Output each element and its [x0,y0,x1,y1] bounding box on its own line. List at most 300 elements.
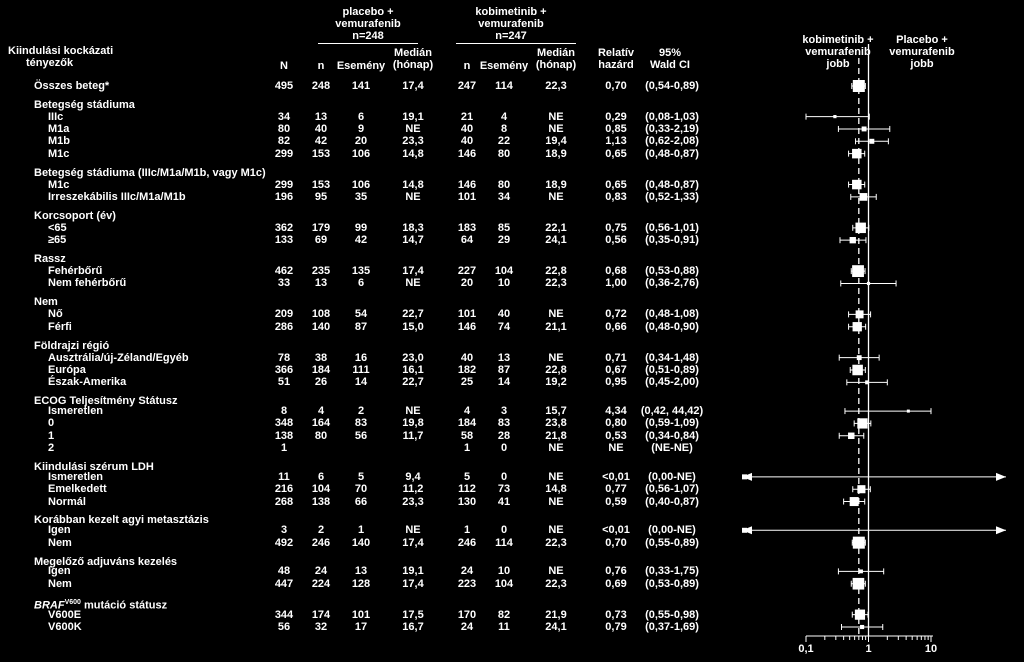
row-label: Észak-Amerika [48,376,127,389]
ci-arrow-right [996,473,1006,481]
cell-n2: 246 [457,536,477,549]
cell-e2: 28 [497,429,511,442]
hazard-ratio-marker [856,310,864,318]
cell-ci: (0,53-0,88) [645,265,699,278]
forest-row [852,537,865,549]
favors-placebo-line2: vemurafenib [889,46,955,58]
cell-ci: (0,42, 44,42) [640,405,704,418]
cell-N: 82 [277,135,291,148]
cell-m2: NE [548,524,564,537]
risk-factor-header-line2: tényezők [26,57,74,69]
row-label: V600K [48,621,82,633]
col-header-event1: Esemény [336,60,386,72]
cell-e1: 106 [351,147,371,160]
cell-hr: 0,73 [605,608,627,621]
cell-n2: 182 [457,363,477,376]
row-label: Igen [48,565,71,578]
cell-n1: 80 [314,429,328,442]
cell-ci: (NE-NE) [651,442,693,455]
cell-m2: NE [548,110,564,123]
favors-cobimetinib-line3: jobb [826,58,850,70]
cell-m2: 22,3 [545,536,567,549]
cell-e2: 85 [497,221,511,234]
cell-N: 216 [274,483,294,496]
cell-n1: 13 [314,110,328,123]
cell-e1: 135 [351,265,371,278]
cell-n2: 170 [457,608,477,621]
cell-N: 299 [274,178,294,191]
group-label: Földrajzi régió [34,339,110,352]
group-label-sup: V600 [64,598,81,606]
cell-e2: 13 [497,351,511,364]
forest-row [839,433,864,439]
hazard-ratio-marker [742,474,747,479]
row-label: Európa [48,363,86,376]
cell-m2: NE [548,470,564,483]
cell-ci: (0,34-1,48) [645,351,699,364]
hazard-ratio-marker [857,355,862,360]
cell-n1: 40 [314,122,328,135]
cell-e1: 2 [357,405,365,418]
cell-e2: 114 [495,536,513,549]
cell-m1: 14,8 [402,178,424,191]
cell-m1: 11,2 [402,483,424,496]
cell-N: 33 [277,277,291,290]
cell-m2: 24,1 [545,234,567,247]
hazard-ratio-marker [853,322,862,331]
cell-hr: 0,56 [605,234,627,247]
cell-N: 138 [274,429,294,442]
forest-row [849,149,865,159]
cell-hr: 0,80 [605,417,627,430]
cell-e1: 140 [351,536,371,549]
cell-ci: (0,40-0,87) [645,495,699,508]
cell-m1: 17,4 [402,577,424,590]
col-header-median1-line1: Medián [394,47,432,59]
cell-e2: 3 [500,405,508,418]
cell-n2: 183 [457,221,477,234]
row-label: Férfi [48,320,72,333]
cobimetinib-group-line2: vemurafenib [478,18,544,30]
forest-row [838,568,883,574]
hazard-ratio-marker [742,528,747,533]
forest-row [853,485,871,493]
hazard-ratio-marker [859,569,863,573]
cell-m2: 22,3 [545,277,567,290]
placebo-group-line1: placebo + [342,6,394,18]
cell-hr: NE [608,442,624,455]
x-tick-label: 10 [924,643,938,655]
cell-N: 196 [274,190,294,203]
hazard-ratio-marker [907,410,910,413]
cell-e2: 74 [497,320,511,333]
col-header-median2-line2: (hónap) [535,59,577,71]
cell-ci: (0,52-1,33) [645,190,699,203]
cell-hr: 0,79 [605,621,627,633]
cell-e2: 83 [497,417,511,430]
group-label: ECOG Teljesítmény Státusz [34,395,178,408]
cell-m2: 22,1 [545,221,567,234]
risk-factor-header-line1: Kiindulási kockázati [8,45,114,57]
cell-e2: 41 [497,495,511,508]
forest-row [852,610,868,620]
cell-n2: 247 [457,80,477,92]
cell-e2: 10 [497,277,511,290]
cell-n2: 130 [457,495,477,508]
forest-row [742,473,1006,481]
cell-hr: 0,77 [605,483,627,496]
row-label: IIIc [48,110,64,123]
favors-placebo-line3: jobb [910,58,934,70]
forest-row [849,310,871,318]
cell-ci: (0,59-1,09) [645,417,699,430]
favors-cobimetinib-line1: kobimetinib + [802,34,874,46]
cell-m2: 23,8 [545,417,567,430]
cell-m1: 16,1 [402,363,424,376]
cell-ci: (0,37-1,69) [645,621,699,633]
group-label: Korábban kezelt agyi metasztázis [34,514,209,527]
cell-m1: 16,7 [402,621,424,633]
cell-m2: 24,1 [545,621,567,633]
forest-row [839,355,879,361]
row-label: Nem [48,577,72,590]
group-label-suffix: mutáció státusz [80,599,168,612]
cell-e2: 104 [494,265,514,278]
cell-e2: 22 [497,135,511,148]
cell-ci: (0,34-0,84) [645,429,699,442]
cell-e1: 101 [351,608,371,621]
row-label: M1c [48,147,70,160]
cell-m2: 22,8 [545,363,567,376]
forest-row [849,322,866,331]
hazard-ratio-marker [850,237,856,243]
group-label: Kiindulási szérum LDH [34,461,154,474]
cell-m1: 23,3 [402,135,424,148]
col-header-ci-line1: 95% [658,47,682,59]
ci-arrow-right [996,526,1006,534]
cell-N: 348 [274,417,294,430]
cell-e1: 20 [354,135,368,148]
cell-N: 48 [277,565,291,578]
cell-n1: 108 [311,308,331,321]
group-label: Korcsoport (év) [34,209,116,222]
cell-N: 492 [274,536,294,549]
forest-row [851,578,865,590]
cell-n2: 25 [460,376,474,389]
cell-m2: NE [548,190,564,203]
row-label: 2 [48,442,55,455]
cell-ci: (0,53-0,89) [645,577,699,590]
x-tick-label: 1 [865,643,872,655]
row-label: V600E [48,608,82,621]
col-header-n2: n [463,60,471,72]
cell-n2: 40 [460,135,474,148]
cell-m1: 14,8 [402,147,424,160]
cell-hr: <0,01 [602,470,630,483]
cell-n1: 248 [311,80,331,92]
cell-n2: 21 [460,110,474,123]
cell-n1: 164 [311,417,331,430]
hazard-ratio-marker [857,485,865,493]
cell-n1: 246 [311,536,331,549]
cell-ci: (0,48-0,87) [645,147,699,160]
cell-e2: 11 [498,621,510,633]
cell-N: 366 [274,363,294,376]
cell-m2: 18,9 [545,147,567,160]
cell-m1: 11,7 [402,429,424,442]
cell-n2: 112 [458,483,476,496]
cell-n2: 101 [457,190,477,203]
cell-n1: 2 [317,524,325,537]
cell-ci: (0,33-2,19) [645,122,699,135]
cell-m1: 17,5 [402,608,424,621]
cell-n1: 32 [314,621,328,633]
row-label: M1b [48,135,70,148]
cell-m1: NE [405,190,421,203]
cell-m2: 22,3 [545,577,567,590]
cell-m1: 19,1 [402,565,424,578]
favors-cobimetinib-line2: vemurafenib [805,46,871,58]
forest-row [742,526,1006,534]
cell-e2: 114 [495,80,513,92]
cell-n1: 184 [311,363,331,376]
cell-N: 462 [274,265,294,278]
cell-e1: 106 [351,178,371,191]
cell-ci: (0,48-0,87) [645,178,699,191]
cell-e2: 29 [497,234,511,247]
cell-N: 286 [274,320,294,333]
col-header-median2-line1: Medián [537,47,575,59]
cell-m2: 15,7 [545,405,567,418]
cell-m2: 19,2 [545,376,567,389]
cell-n1: 153 [311,147,331,160]
cell-N: 495 [274,80,294,92]
cell-e1: 17 [354,621,368,633]
cell-e2: 14 [497,376,511,389]
cell-n1: 69 [314,234,328,247]
cell-e2: 8 [500,122,508,135]
placebo-group-n: n=248 [352,30,384,42]
cell-e2: 4 [500,110,508,123]
cell-N: 209 [274,308,294,321]
cell-hr: 0,76 [605,565,627,578]
hazard-ratio-marker [852,365,863,376]
cell-N: 78 [277,351,291,364]
cell-n2: 40 [460,122,474,135]
cell-hr: 0,65 [605,147,627,160]
row-label: Ismeretlen [48,405,104,418]
cell-hr: 0,53 [605,429,627,442]
cell-m1: 9,4 [405,470,421,483]
row-label: Ausztrália/új-Zéland/Egyéb [48,351,189,364]
cell-n2: 146 [457,147,477,160]
cell-n2: 64 [460,234,474,247]
cell-n1: 6 [317,470,325,483]
cell-hr: 1,13 [605,135,627,148]
cell-ci: (0,62-2,08) [645,135,699,148]
col-header-median1-line2: (hónap) [392,59,434,71]
cell-ci: (0,00-NE) [648,524,696,537]
cell-n2: 1 [463,524,471,537]
cell-N: 11 [278,470,290,483]
hazard-ratio-marker [865,380,869,384]
cell-m2: 14,8 [545,483,567,496]
hazard-ratio-marker [867,282,870,285]
row-label: Fehérbőrű [48,265,103,278]
forest-row [851,193,876,201]
cell-e2: 104 [494,577,514,590]
cell-e2: 0 [500,524,508,537]
cell-n2: 24 [460,565,474,578]
cell-m1: 22,7 [402,308,424,321]
group-label: Rassz [34,253,66,266]
cell-ci: (0,51-0,89) [645,363,699,376]
hazard-ratio-marker [860,625,864,629]
cell-N: 56 [277,621,291,633]
cell-m2: NE [548,308,564,321]
cell-m1: 14,7 [402,234,424,247]
cell-n1: 179 [311,221,331,234]
forest-row [840,237,866,243]
cell-e1: 1 [357,524,365,537]
forest-row [856,138,889,144]
cell-N: 80 [277,122,291,135]
cell-n2: 223 [457,577,477,590]
cell-ci: (0,00-NE) [648,470,696,483]
cell-hr: 0,65 [605,178,627,191]
hazard-ratio-marker [862,126,867,131]
cell-n1: 235 [311,265,331,278]
cell-m2: 22,3 [545,80,567,92]
cell-m2: 21,9 [545,608,567,621]
cell-e2: 10 [497,565,511,578]
cell-N: 1 [280,442,288,455]
row-label: Nem fehérbőrű [48,277,127,290]
group-label: Betegség stádiuma [34,98,135,111]
cell-n1: 140 [311,320,331,333]
cell-n2: 227 [457,265,477,278]
cell-e2: 0 [500,470,508,483]
cell-n2: 101 [457,308,477,321]
cell-hr: 4,34 [605,405,627,418]
row-label: ≥65 [48,234,67,247]
cell-n2: 5 [463,470,471,483]
hazard-ratio-marker [850,497,859,506]
cell-e2: 80 [497,178,511,191]
row-label: 0 [48,417,55,430]
cell-m1: 15,0 [402,320,424,333]
group-label: Megelőző adjuváns kezelés [34,555,178,568]
cell-m2: 21,8 [545,429,567,442]
cell-e2: 82 [497,608,511,621]
cell-ci: (0,33-1,75) [645,565,699,578]
row-label: Igen [48,524,71,537]
cell-m2: NE [548,495,564,508]
cell-e1: 42 [354,234,368,247]
cell-hr: 0,67 [605,363,627,376]
cell-ci: (0,56-1,07) [645,483,699,496]
cell-m2: NE [548,122,564,135]
cell-n1: 224 [311,577,331,590]
cell-m2: 18,9 [545,178,567,191]
cell-m2: 19,4 [545,135,567,148]
cell-e1: 83 [354,417,368,430]
forest-row [851,265,865,277]
row-label: 1 [48,429,55,442]
cell-n1: 153 [311,178,331,191]
cell-e2: 87 [497,363,511,376]
cell-e1: 9 [357,122,365,135]
hazard-ratio-marker [853,578,865,590]
forest-row [852,80,866,92]
hazard-ratio-marker [852,265,864,277]
group-label-italic: BRAF [34,599,65,612]
cell-m1: NE [405,277,421,290]
cell-ci: (0,55-0,89) [645,536,699,549]
col-header-event2: Esemény [479,60,529,72]
cell-n2: 58 [460,429,474,442]
row-label: Emelkedett [48,483,107,496]
group-label: Betegség stádiuma (IIIc/M1a/M1b, vagy M1c) [34,166,266,179]
cell-ci: (0,54-0,89) [645,80,699,92]
cell-n2: 146 [457,178,477,191]
forest-row [806,114,869,120]
cell-ci: (0,55-0,98) [645,608,699,621]
row-label: Irreszekábilis IIIc/M1a/M1b [48,190,186,203]
cell-n1: 174 [311,608,331,621]
cell-n1: 13 [314,277,328,290]
forest-row [850,365,865,376]
hazard-ratio-marker [848,433,854,439]
row-label: Ismeretlen [48,470,104,483]
cell-e1: 99 [354,221,368,234]
cell-e2: 73 [497,483,511,496]
cell-ci: (0,08-1,03) [645,110,699,123]
cell-hr: 0,70 [605,80,627,92]
cell-hr: 0,69 [605,577,627,590]
hazard-ratio-marker [869,139,874,144]
cell-m1: 19,1 [402,110,424,123]
cell-m1: NE [405,122,421,135]
forest-row [845,408,931,414]
cell-e1: 6 [357,110,365,123]
cell-n1: 95 [314,190,328,203]
cell-e1: 87 [354,320,368,333]
cell-m1: 23,3 [402,495,424,508]
cell-N: 299 [274,147,294,160]
cell-n2: 184 [457,417,477,430]
cell-n2: 4 [463,405,471,418]
cell-m1: 19,8 [402,417,424,430]
cell-m2: NE [548,351,564,364]
cell-n1: 26 [314,376,328,389]
cell-ci: (0,56-1,01) [645,221,699,234]
cell-n2: 24 [460,621,474,633]
cell-hr: 0,29 [605,110,627,123]
cell-hr: 0,85 [605,122,627,135]
placebo-group-line2: vemurafenib [335,18,401,30]
hazard-ratio-marker [860,193,868,201]
cell-N: 447 [274,577,294,590]
cell-m1: 17,4 [402,265,424,278]
cell-e1: 111 [352,363,370,376]
cell-n1: 4 [317,405,325,418]
hazard-ratio-marker [855,223,865,233]
hazard-ratio-marker [853,80,865,92]
cell-e2: 34 [497,190,511,203]
row-label: M1c [48,178,70,191]
cell-e1: 70 [354,483,368,496]
